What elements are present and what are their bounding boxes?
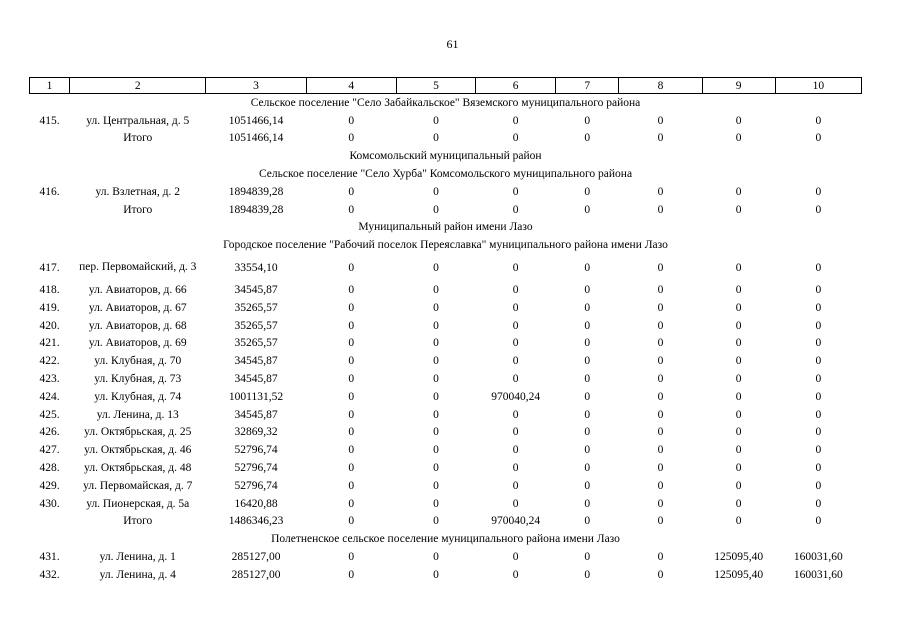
value-cell: 0 [735,319,742,332]
table-row [30,201,862,219]
value-cell: 0 [348,337,355,350]
value-cell: 0 [433,337,439,350]
value-cell: 0 [584,185,591,198]
table-row [30,281,862,299]
value-cell: 0 [433,462,439,475]
column-header: 1 [30,78,70,94]
value-cell: 0 [584,408,591,421]
value-cell: 0 [815,114,822,127]
value-cell: 0 [433,390,439,403]
value-cell: 0 [584,390,591,403]
value-cell: 0 [735,515,742,528]
section-header-row [30,147,862,165]
value-cell: 0 [735,355,742,368]
section-header-row [30,236,862,254]
value-cell: 0 [512,203,519,216]
table-row [30,406,862,424]
section-title: Сельское поселение "Село Забайкальское" Вяземского муниципального района [250,96,641,109]
value-cell: 0 [512,355,519,368]
value-cell: 0 [815,479,822,492]
value-cell: 0 [348,426,355,439]
total-cost-cell: 34545,87 [234,408,278,421]
row-number: 418. [39,284,60,297]
row-number: 424. [39,390,60,403]
value-cell: 0 [584,497,591,510]
value-cell: 0 [735,373,742,386]
row-number: 429. [39,479,60,492]
section-header-row [30,94,862,112]
column-header: 10 [775,78,861,94]
value-cell: 125095,40 [714,551,764,564]
total-cost-cell: 34545,87 [234,355,278,368]
value-cell: 160031,60 [793,568,843,581]
value-cell: 0 [657,337,664,350]
table-row [30,477,862,495]
address-cell: Итого [123,515,153,528]
value-cell: 160031,60 [793,551,843,564]
value-cell: 0 [348,319,355,332]
table-row [30,130,862,148]
value-cell: 0 [735,185,742,198]
column-header: 4 [306,78,396,94]
value-cell: 0 [657,497,664,510]
value-cell: 0 [657,462,664,475]
value-cell: 0 [815,185,822,198]
address-cell: ул. Взлетная, д. 2 [95,185,180,198]
value-cell: 0 [657,301,664,314]
value-cell: 0 [584,319,591,332]
section-header-row [30,530,862,548]
value-cell: 0 [512,462,519,475]
row-number: 419. [39,301,60,314]
value-cell: 0 [512,132,519,145]
value-cell: 0 [348,185,355,198]
value-cell: 0 [433,426,439,439]
section-title: Полетненское сельское поселение муниципального района имени Лазо [271,533,620,546]
value-cell: 0 [815,337,822,350]
value-cell: 0 [735,132,742,145]
value-cell: 0 [657,479,664,492]
row-number: 415. [39,114,60,127]
column-header: 6 [476,78,556,94]
column-header: 7 [556,78,619,94]
value-cell: 0 [348,355,355,368]
table-row [30,459,862,477]
value-cell: 0 [815,373,822,386]
row-number: 416. [39,185,60,198]
table-row [30,317,862,335]
value-cell: 0 [584,551,591,564]
value-cell: 0 [815,497,822,510]
value-cell: 0 [433,301,439,314]
value-cell: 0 [584,355,591,368]
value-cell: 0 [657,185,664,198]
total-cost-cell: 285127,00 [231,551,281,564]
value-cell: 0 [433,319,439,332]
value-cell: 0 [348,408,355,421]
value-cell: 0 [584,261,591,274]
value-cell: 0 [735,497,742,510]
row-number: 421. [39,337,60,350]
value-cell: 0 [584,114,591,127]
section-title: Городское поселение "Рабочий поселок Переяславка" муниципального района имени Лазо [223,239,668,252]
value-cell: 0 [348,462,355,475]
value-cell: 0 [512,261,519,274]
value-cell: 0 [584,301,591,314]
table-row [30,183,862,201]
value-cell: 0 [584,132,591,145]
total-cost-cell: 1051466,14 [228,114,284,127]
row-number: 427. [39,444,60,457]
table-row [30,352,862,370]
total-cost-cell: 34545,87 [234,284,278,297]
value-cell: 0 [512,479,519,492]
address-cell: ул. Центральная, д. 5 [86,114,190,127]
value-cell: 0 [433,515,439,528]
value-cell: 0 [433,479,439,492]
table-row [30,112,862,130]
value-cell: 0 [433,551,439,564]
row-number: 425. [39,408,60,421]
value-cell: 0 [433,408,439,421]
value-cell: 0 [348,390,355,403]
data-table [29,77,862,584]
value-cell: 0 [657,515,664,528]
address-cell: ул. Ленина, д. 1 [99,551,176,564]
address-cell: ул. Авиаторов, д. 66 [88,284,187,297]
total-cost-cell: 34545,87 [234,373,278,386]
value-cell: 0 [584,203,591,216]
total-cost-cell: 35265,57 [234,337,278,350]
value-cell: 0 [584,479,591,492]
value-cell: 0 [815,301,822,314]
total-cost-cell: 35265,57 [234,319,278,332]
row-number [30,513,70,531]
value-cell: 970040,24 [491,390,541,403]
value-cell: 0 [512,284,519,297]
value-cell: 0 [657,132,664,145]
column-header: 8 [619,78,702,94]
value-cell: 0 [433,203,439,216]
row-number [30,201,70,219]
value-cell: 0 [657,568,664,581]
value-cell: 0 [512,426,519,439]
table-row [30,548,862,566]
value-cell: 0 [657,203,664,216]
table-row [30,513,862,531]
address-cell: ул. Клубная, д. 74 [94,390,182,403]
table-row [30,299,862,317]
table-row [30,388,862,406]
total-cost-cell: 52796,74 [234,462,278,475]
table-row [30,566,862,584]
address-cell: ул. Октябрьская, д. 25 [84,426,192,439]
value-cell: 0 [433,185,439,198]
value-cell: 0 [657,390,664,403]
value-cell: 0 [657,114,664,127]
address-cell: ул. Клубная, д. 73 [94,373,182,386]
value-cell: 0 [584,462,591,475]
section-title: Сельское поселение "Село Хурба" Комсомольского муниципального района [258,168,633,181]
row-number: 428. [39,462,60,475]
column-header: 3 [206,78,306,94]
value-cell: 0 [584,284,591,297]
value-cell: 0 [433,444,439,457]
value-cell: 0 [735,444,742,457]
address-cell: ул. Ленина, д. 13 [96,408,179,421]
value-cell: 0 [735,479,742,492]
value-cell: 0 [348,551,355,564]
value-cell: 0 [584,337,591,350]
value-cell: 0 [348,114,355,127]
total-cost-cell: 35265,57 [234,301,278,314]
value-cell: 0 [735,203,742,216]
value-cell: 0 [815,426,822,439]
value-cell: 0 [348,203,355,216]
total-cost-cell: 1486346,23 [228,515,284,528]
value-cell: 0 [433,568,439,581]
value-cell: 0 [433,132,439,145]
total-cost-cell: 1894839,28 [228,185,284,198]
value-cell: 0 [815,515,822,528]
value-cell: 0 [815,462,822,475]
value-cell: 0 [815,408,822,421]
row-number: 426. [39,426,60,439]
value-cell: 0 [657,319,664,332]
value-cell: 0 [512,185,519,198]
value-cell: 0 [348,568,355,581]
section-title: Комсомольский муниципальный район [349,150,542,163]
section-header-row [30,219,862,237]
value-cell: 0 [348,515,355,528]
value-cell: 0 [657,355,664,368]
total-cost-cell: 52796,74 [234,444,278,457]
value-cell: 0 [433,497,439,510]
row-number [30,130,70,148]
value-cell: 0 [512,408,519,421]
value-cell: 0 [815,203,822,216]
value-cell: 0 [735,284,742,297]
value-cell: 0 [512,373,519,386]
total-cost-cell: 52796,74 [234,479,278,492]
value-cell: 970040,24 [491,515,541,528]
value-cell: 0 [584,515,591,528]
total-cost-cell: 1051466,14 [228,132,284,145]
value-cell: 0 [512,319,519,332]
value-cell: 0 [512,551,519,564]
value-cell: 0 [657,284,664,297]
row-number: 432. [39,568,60,581]
value-cell: 0 [584,426,591,439]
value-cell: 0 [512,497,519,510]
value-cell: 0 [348,132,355,145]
value-cell: 0 [512,444,519,457]
table-row [30,495,862,513]
total-cost-cell: 32869,32 [234,426,278,439]
row-number: 417. [39,261,60,274]
value-cell: 0 [433,261,439,274]
row-number: 420. [39,319,60,332]
row-number: 422. [39,355,60,368]
address-cell: ул. Клубная, д. 70 [94,355,182,368]
value-cell: 0 [348,301,355,314]
value-cell: 0 [657,261,664,274]
address-cell: ул. Октябрьская, д. 48 [84,462,192,475]
value-cell: 0 [348,284,355,297]
row-number: 423. [39,373,60,386]
address-cell: ул. Авиаторов, д. 69 [88,337,187,350]
value-cell: 0 [584,373,591,386]
value-cell: 0 [815,444,822,457]
address-cell: ул. Ленина, д. 4 [99,568,176,581]
table-row [30,335,862,353]
value-cell: 0 [657,551,664,564]
value-cell: 0 [815,355,822,368]
address-cell: Итого [123,203,153,216]
value-cell: 0 [657,373,664,386]
value-cell: 0 [433,373,439,386]
value-cell: 0 [348,497,355,510]
total-cost-cell: 1894839,28 [228,203,284,216]
table-row [30,441,862,459]
table-row [30,424,862,442]
value-cell: 0 [584,568,591,581]
table-row [30,370,862,388]
total-cost-cell: 285127,00 [231,568,281,581]
section-header-row [30,165,862,183]
total-cost-cell: 1001131,52 [228,390,284,403]
value-cell: 0 [735,462,742,475]
address-cell: ул. Авиаторов, д. 67 [88,301,187,314]
address-cell: пер. Первомайский, д. 3 [79,261,197,274]
address-cell: Итого [123,132,153,145]
total-cost-cell: 33554,10 [234,261,278,274]
value-cell: 0 [815,390,822,403]
value-cell: 0 [815,261,822,274]
value-cell: 0 [512,568,519,581]
value-cell: 0 [815,132,822,145]
value-cell: 0 [657,426,664,439]
address-cell: ул. Октябрьская, д. 46 [84,444,192,457]
value-cell: 0 [735,261,742,274]
value-cell: 0 [735,408,742,421]
column-header: 2 [70,78,206,94]
value-cell: 0 [735,337,742,350]
value-cell: 125095,40 [714,568,764,581]
value-cell: 0 [512,337,519,350]
address-cell: ул. Первомайская, д. 7 [83,479,193,492]
value-cell: 0 [512,301,519,314]
value-cell: 0 [815,319,822,332]
value-cell: 0 [348,373,355,386]
table-header-row [30,78,862,94]
value-cell: 0 [348,479,355,492]
value-cell: 0 [584,444,591,457]
value-cell: 0 [512,114,519,127]
value-cell: 0 [735,114,742,127]
value-cell: 0 [433,114,439,127]
value-cell: 0 [433,355,439,368]
address-cell: ул. Пионерская, д. 5а [86,497,190,510]
column-header: 9 [702,78,775,94]
total-cost-cell: 16420,88 [234,497,278,510]
value-cell: 0 [348,261,355,274]
column-header: 5 [396,78,475,94]
value-cell: 0 [735,426,742,439]
value-cell: 0 [735,301,742,314]
section-title: Муниципальный район имени Лазо [358,221,533,234]
value-cell: 0 [348,444,355,457]
value-cell: 0 [735,390,742,403]
page-number: 61 [446,37,459,51]
address-cell: ул. Авиаторов, д. 68 [88,319,187,332]
value-cell: 0 [657,444,664,457]
value-cell: 0 [815,284,822,297]
value-cell: 0 [433,284,439,297]
value-cell: 0 [657,408,664,421]
row-number: 430. [39,497,60,510]
row-number: 431. [39,551,60,564]
table-row [30,254,862,281]
